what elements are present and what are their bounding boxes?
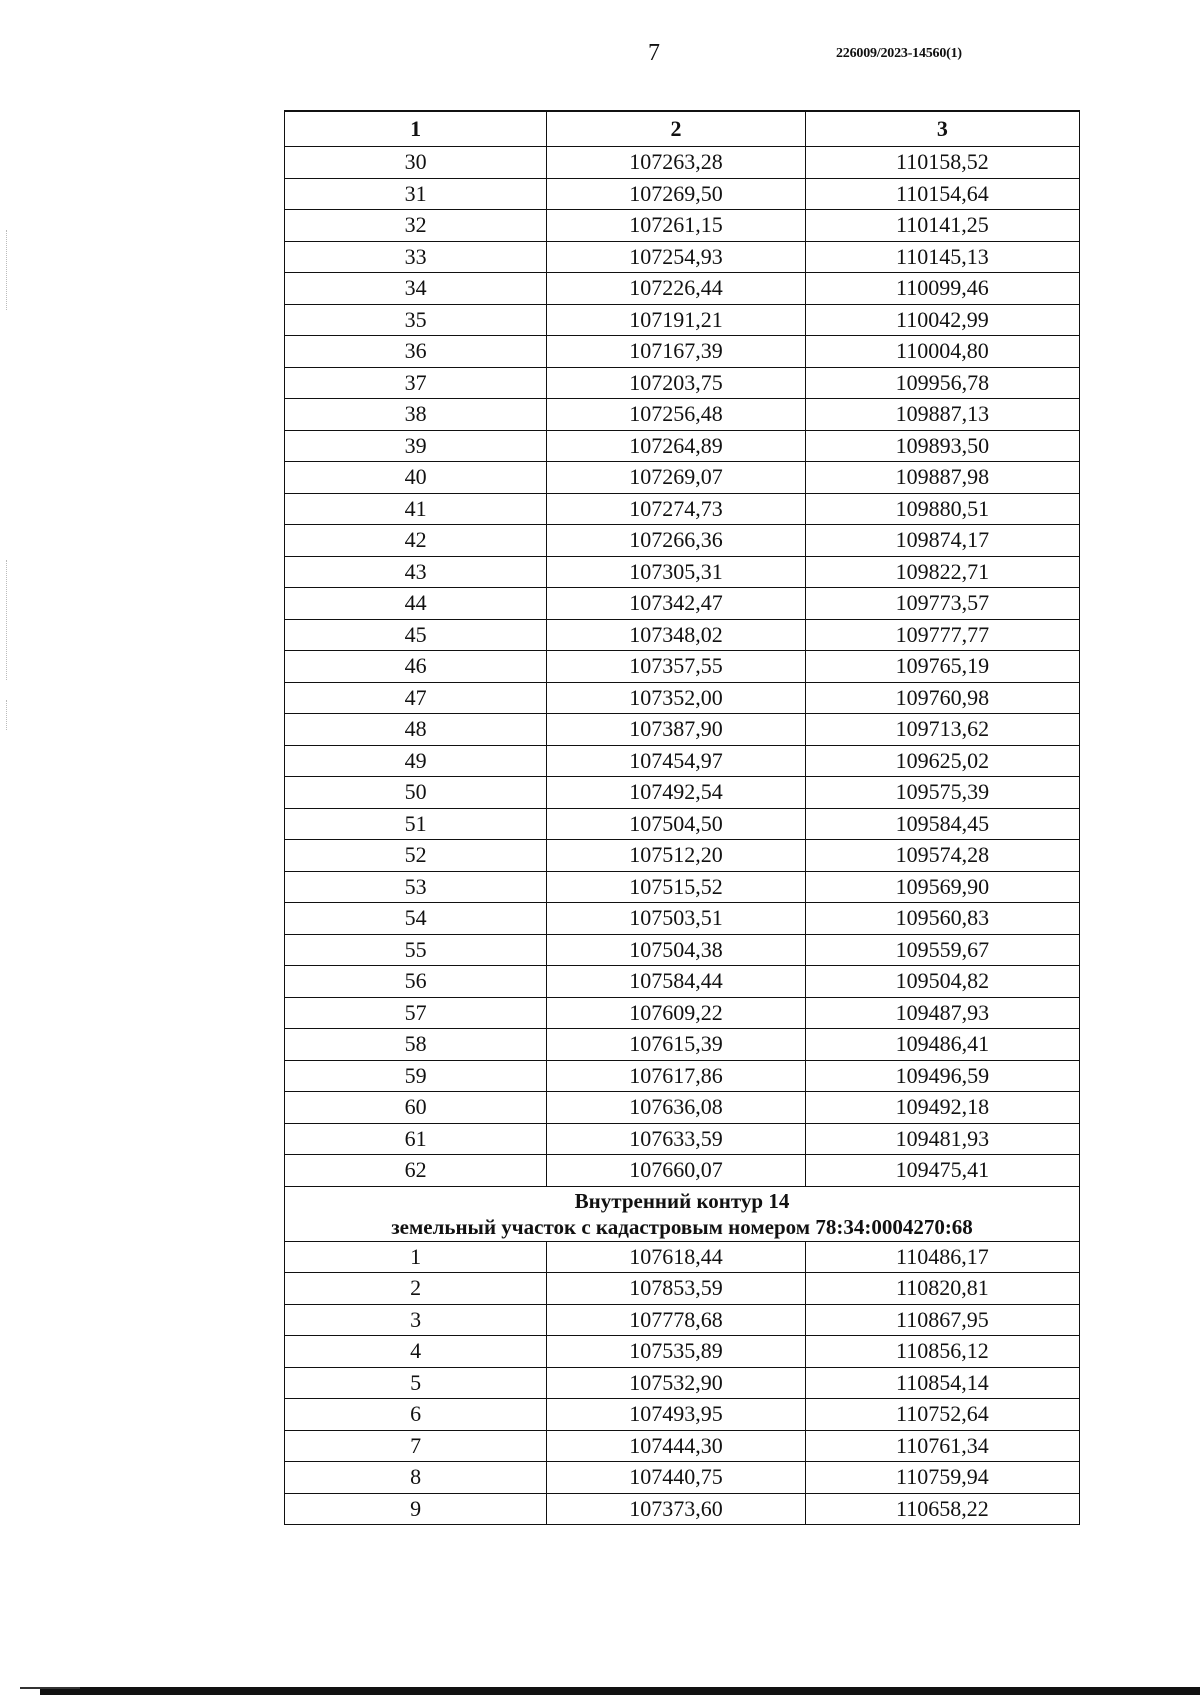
table-row [285, 619, 1080, 651]
table-row [285, 304, 1080, 336]
x-coordinate-cell: 107584,44 [547, 966, 805, 998]
table-row [285, 1493, 1080, 1525]
section-subtitle: земельный участок с кадастровым номером 78:34:0004270:68 [391, 1214, 973, 1239]
y-coordinate-cell: 109496,59 [805, 1060, 1079, 1092]
point-number-cell: 35 [285, 304, 547, 336]
table-body [285, 147, 1080, 1525]
x-coordinate-cell: 107615,39 [547, 1029, 805, 1061]
table-row [285, 210, 1080, 242]
scan-bottom-edge-line [20, 1687, 80, 1689]
point-number-cell: 6 [285, 1399, 547, 1431]
section-header-row [285, 1186, 1080, 1241]
point-number-cell: 46 [285, 651, 547, 683]
y-coordinate-cell: 109492,18 [805, 1092, 1079, 1124]
x-coordinate-cell: 107444,30 [547, 1430, 805, 1462]
x-coordinate-cell: 107266,36 [547, 525, 805, 557]
table-row [285, 651, 1080, 683]
y-coordinate-cell: 110658,22 [805, 1493, 1079, 1525]
point-number-cell: 42 [285, 525, 547, 557]
point-number-cell: 60 [285, 1092, 547, 1124]
table-row [285, 462, 1080, 494]
table-row [285, 1430, 1080, 1462]
y-coordinate-cell: 109887,98 [805, 462, 1079, 494]
x-coordinate-cell: 107633,59 [547, 1123, 805, 1155]
y-coordinate-cell: 110158,52 [805, 147, 1079, 179]
y-coordinate-cell: 109625,02 [805, 745, 1079, 777]
point-number-cell: 44 [285, 588, 547, 620]
scan-artifact [6, 560, 9, 680]
y-coordinate-cell: 109880,51 [805, 493, 1079, 525]
x-coordinate-cell: 107256,48 [547, 399, 805, 431]
table-row [285, 1123, 1080, 1155]
scan-bottom-edge [40, 1687, 1200, 1695]
x-coordinate-cell: 107167,39 [547, 336, 805, 368]
x-coordinate-cell: 107515,52 [547, 871, 805, 903]
table-row [285, 241, 1080, 273]
point-number-cell: 56 [285, 966, 547, 998]
point-number-cell: 37 [285, 367, 547, 399]
point-number-cell: 30 [285, 147, 547, 179]
section-header-cell [285, 1186, 1080, 1241]
table-row [285, 682, 1080, 714]
x-coordinate-cell: 107660,07 [547, 1155, 805, 1187]
x-coordinate-cell: 107504,38 [547, 934, 805, 966]
table-row [285, 871, 1080, 903]
y-coordinate-cell: 109487,93 [805, 997, 1079, 1029]
x-coordinate-cell: 107512,20 [547, 840, 805, 872]
point-number-cell: 2 [285, 1273, 547, 1305]
y-coordinate-cell: 109893,50 [805, 430, 1079, 462]
x-coordinate-cell: 107274,73 [547, 493, 805, 525]
x-coordinate-cell: 107269,50 [547, 178, 805, 210]
point-number-cell: 55 [285, 934, 547, 966]
y-coordinate-cell: 109713,62 [805, 714, 1079, 746]
table-row [285, 1273, 1080, 1305]
x-coordinate-cell: 107504,50 [547, 808, 805, 840]
x-coordinate-cell: 107636,08 [547, 1092, 805, 1124]
page-number: 7 [648, 40, 660, 66]
column-header-y-coordinate: 3 [805, 111, 1079, 147]
y-coordinate-cell: 109584,45 [805, 808, 1079, 840]
point-number-cell: 43 [285, 556, 547, 588]
y-coordinate-cell: 109956,78 [805, 367, 1079, 399]
point-number-cell: 50 [285, 777, 547, 809]
table-header-row [285, 111, 1080, 147]
y-coordinate-cell: 109765,19 [805, 651, 1079, 683]
table-row [285, 1399, 1080, 1431]
x-coordinate-cell: 107342,47 [547, 588, 805, 620]
x-coordinate-cell: 107617,86 [547, 1060, 805, 1092]
scan-artifact [6, 230, 9, 310]
point-number-cell: 8 [285, 1462, 547, 1494]
y-coordinate-cell: 109569,90 [805, 871, 1079, 903]
x-coordinate-cell: 107305,31 [547, 556, 805, 588]
x-coordinate-cell: 107357,55 [547, 651, 805, 683]
y-coordinate-cell: 109559,67 [805, 934, 1079, 966]
column-header-point-number: 1 [285, 111, 547, 147]
scan-artifact [6, 700, 9, 730]
point-number-cell: 9 [285, 1493, 547, 1525]
y-coordinate-cell: 110759,94 [805, 1462, 1079, 1494]
point-number-cell: 48 [285, 714, 547, 746]
point-number-cell: 3 [285, 1304, 547, 1336]
point-number-cell: 54 [285, 903, 547, 935]
y-coordinate-cell: 109773,57 [805, 588, 1079, 620]
point-number-cell: 41 [285, 493, 547, 525]
x-coordinate-cell: 107618,44 [547, 1241, 805, 1273]
coordinates-table [284, 110, 1080, 1525]
point-number-cell: 34 [285, 273, 547, 305]
point-number-cell: 52 [285, 840, 547, 872]
y-coordinate-cell: 109481,93 [805, 1123, 1079, 1155]
table-row [285, 1367, 1080, 1399]
point-number-cell: 45 [285, 619, 547, 651]
y-coordinate-cell: 109504,82 [805, 966, 1079, 998]
y-coordinate-cell: 110761,34 [805, 1430, 1079, 1462]
table-row [285, 1029, 1080, 1061]
y-coordinate-cell: 109475,41 [805, 1155, 1079, 1187]
y-coordinate-cell: 109575,39 [805, 777, 1079, 809]
document-reference: 226009/2023-14560(1) [836, 46, 962, 61]
point-number-cell: 38 [285, 399, 547, 431]
x-coordinate-cell: 107492,54 [547, 777, 805, 809]
column-header-x-coordinate: 2 [547, 111, 805, 147]
section-title: Внутренний контур 14 [574, 1188, 790, 1213]
x-coordinate-cell: 107493,95 [547, 1399, 805, 1431]
y-coordinate-cell: 110752,64 [805, 1399, 1079, 1431]
point-number-cell: 58 [285, 1029, 547, 1061]
table-row [285, 745, 1080, 777]
y-coordinate-cell: 110099,46 [805, 273, 1079, 305]
point-number-cell: 5 [285, 1367, 547, 1399]
x-coordinate-cell: 107352,00 [547, 682, 805, 714]
table-row [285, 336, 1080, 368]
table-row [285, 556, 1080, 588]
table-row [285, 273, 1080, 305]
table-row [285, 714, 1080, 746]
y-coordinate-cell: 110854,14 [805, 1367, 1079, 1399]
y-coordinate-cell: 109574,28 [805, 840, 1079, 872]
y-coordinate-cell: 109887,13 [805, 399, 1079, 431]
table-row [285, 1060, 1080, 1092]
x-coordinate-cell: 107778,68 [547, 1304, 805, 1336]
table-row [285, 840, 1080, 872]
table-row [285, 934, 1080, 966]
x-coordinate-cell: 107535,89 [547, 1336, 805, 1368]
x-coordinate-cell: 107503,51 [547, 903, 805, 935]
table-row [285, 777, 1080, 809]
table-row [285, 903, 1080, 935]
point-number-cell: 4 [285, 1336, 547, 1368]
x-coordinate-cell: 107387,90 [547, 714, 805, 746]
x-coordinate-cell: 107373,60 [547, 1493, 805, 1525]
point-number-cell: 62 [285, 1155, 547, 1187]
point-number-cell: 31 [285, 178, 547, 210]
point-number-cell: 7 [285, 1430, 547, 1462]
x-coordinate-cell: 107191,21 [547, 304, 805, 336]
x-coordinate-cell: 107853,59 [547, 1273, 805, 1305]
x-coordinate-cell: 107226,44 [547, 273, 805, 305]
table-row [285, 1155, 1080, 1187]
point-number-cell: 40 [285, 462, 547, 494]
table-row [285, 178, 1080, 210]
point-number-cell: 53 [285, 871, 547, 903]
x-coordinate-cell: 107203,75 [547, 367, 805, 399]
table-row [285, 525, 1080, 557]
point-number-cell: 61 [285, 1123, 547, 1155]
y-coordinate-cell: 110145,13 [805, 241, 1079, 273]
table-row [285, 997, 1080, 1029]
table-row [285, 147, 1080, 179]
y-coordinate-cell: 109560,83 [805, 903, 1079, 935]
x-coordinate-cell: 107440,75 [547, 1462, 805, 1494]
table-row [285, 1462, 1080, 1494]
point-number-cell: 57 [285, 997, 547, 1029]
table-row [285, 430, 1080, 462]
table-row [285, 966, 1080, 998]
x-coordinate-cell: 107609,22 [547, 997, 805, 1029]
table-row [285, 588, 1080, 620]
point-number-cell: 32 [285, 210, 547, 242]
x-coordinate-cell: 107269,07 [547, 462, 805, 494]
y-coordinate-cell: 109822,71 [805, 556, 1079, 588]
table-row [285, 493, 1080, 525]
x-coordinate-cell: 107454,97 [547, 745, 805, 777]
x-coordinate-cell: 107348,02 [547, 619, 805, 651]
y-coordinate-cell: 109486,41 [805, 1029, 1079, 1061]
y-coordinate-cell: 110042,99 [805, 304, 1079, 336]
y-coordinate-cell: 110856,12 [805, 1336, 1079, 1368]
y-coordinate-cell: 109874,17 [805, 525, 1079, 557]
x-coordinate-cell: 107263,28 [547, 147, 805, 179]
x-coordinate-cell: 107264,89 [547, 430, 805, 462]
point-number-cell: 49 [285, 745, 547, 777]
table-row [285, 1304, 1080, 1336]
table-row [285, 399, 1080, 431]
table-row [285, 808, 1080, 840]
point-number-cell: 59 [285, 1060, 547, 1092]
table-row [285, 1092, 1080, 1124]
point-number-cell: 36 [285, 336, 547, 368]
y-coordinate-cell: 110141,25 [805, 210, 1079, 242]
table-row [285, 1241, 1080, 1273]
x-coordinate-cell: 107532,90 [547, 1367, 805, 1399]
y-coordinate-cell: 110486,17 [805, 1241, 1079, 1273]
table-row [285, 367, 1080, 399]
point-number-cell: 51 [285, 808, 547, 840]
point-number-cell: 33 [285, 241, 547, 273]
y-coordinate-cell: 109760,98 [805, 682, 1079, 714]
y-coordinate-cell: 110867,95 [805, 1304, 1079, 1336]
table-row [285, 1336, 1080, 1368]
y-coordinate-cell: 110004,80 [805, 336, 1079, 368]
x-coordinate-cell: 107261,15 [547, 210, 805, 242]
x-coordinate-cell: 107254,93 [547, 241, 805, 273]
point-number-cell: 39 [285, 430, 547, 462]
y-coordinate-cell: 110820,81 [805, 1273, 1079, 1305]
point-number-cell: 1 [285, 1241, 547, 1273]
point-number-cell: 47 [285, 682, 547, 714]
y-coordinate-cell: 109777,77 [805, 619, 1079, 651]
y-coordinate-cell: 110154,64 [805, 178, 1079, 210]
